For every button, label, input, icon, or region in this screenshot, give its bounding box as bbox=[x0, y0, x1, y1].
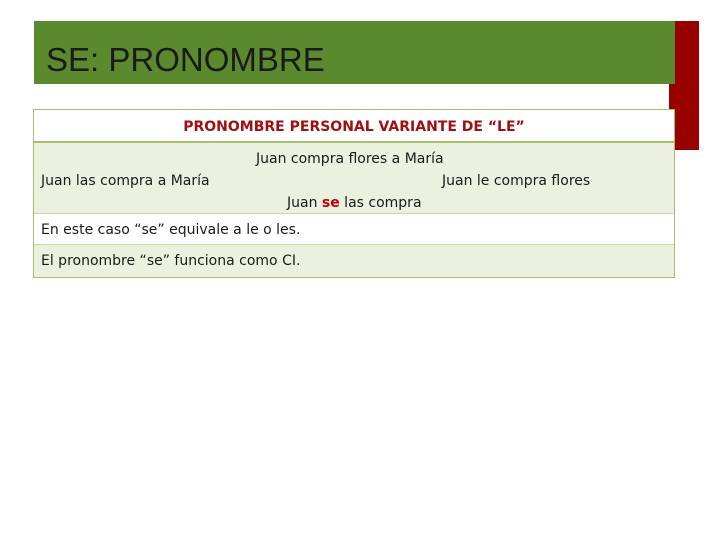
note-row-2 bbox=[34, 245, 674, 277]
slide-title: SE: PRONOMBRE bbox=[46, 41, 325, 78]
note-text-1: En este caso “se” equivale a le o les. bbox=[41, 222, 301, 238]
content-table bbox=[33, 109, 675, 278]
table-header-row bbox=[34, 110, 674, 143]
examples-row bbox=[34, 143, 674, 214]
example-sentence-1: Juan compra flores a María bbox=[256, 151, 444, 167]
note-text-2: El pronombre “se” funciona como CI. bbox=[41, 253, 301, 269]
example-4-suffix: las compra bbox=[339, 195, 422, 211]
example-sentence-2: Juan las compra a María bbox=[41, 173, 210, 189]
example-sentence-4 bbox=[287, 195, 422, 211]
table-header: PRONOMBRE PERSONAL VARIANTE DE “LE” bbox=[183, 119, 525, 135]
accent-bar-top bbox=[675, 21, 699, 84]
title-bar bbox=[34, 21, 675, 84]
highlighted-pronoun: se bbox=[321, 195, 340, 211]
example-4-prefix: Juan bbox=[287, 195, 322, 211]
note-row-1 bbox=[34, 214, 674, 245]
example-sentence-3: Juan le compra flores bbox=[442, 173, 591, 189]
